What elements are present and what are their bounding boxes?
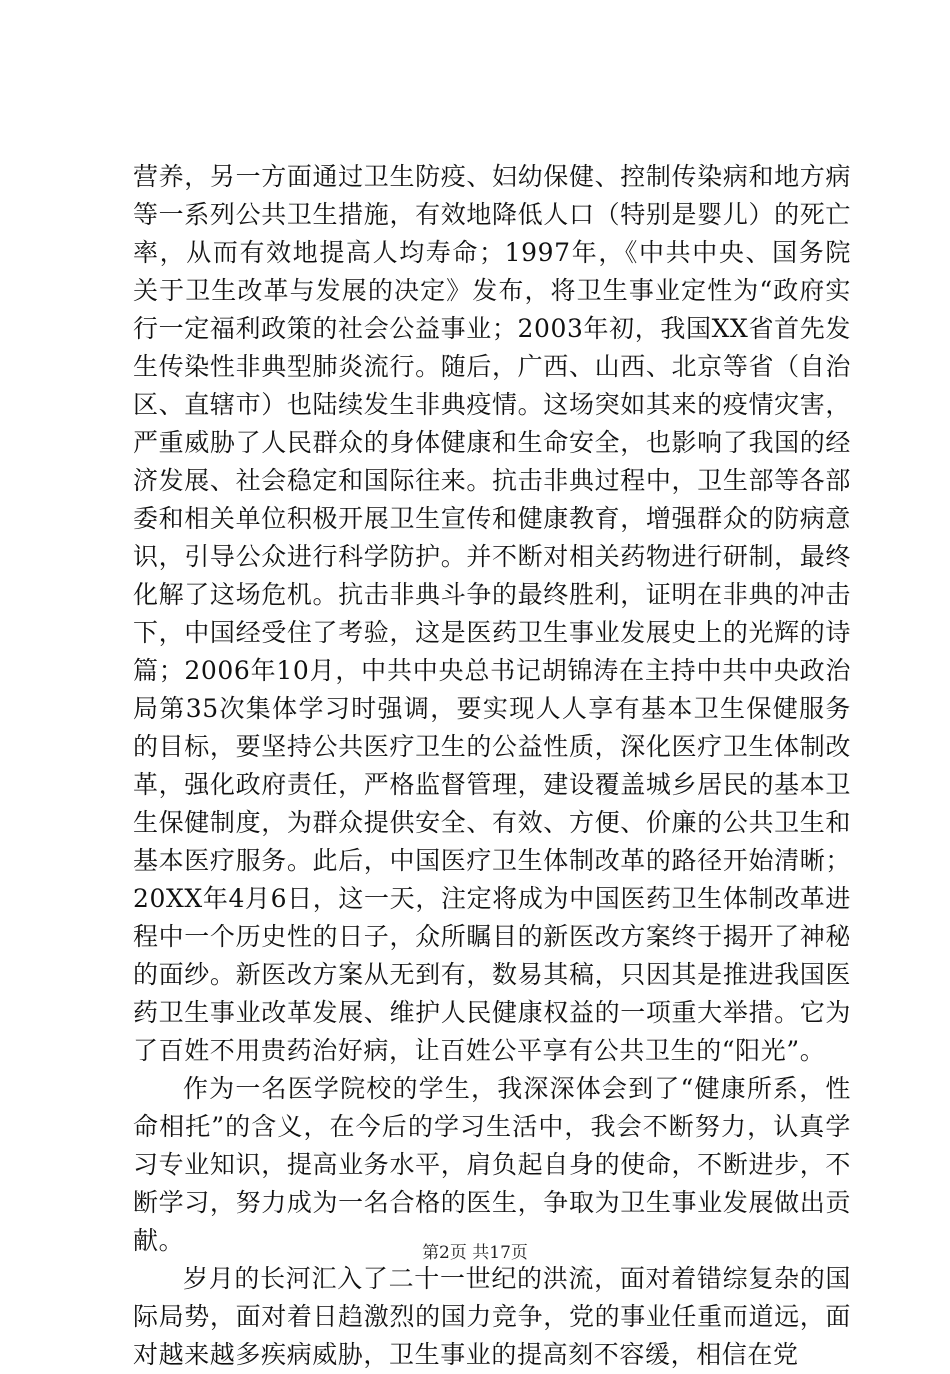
page-number-footer: 第2页 共17页	[422, 1243, 528, 1263]
document-body	[133, 158, 851, 1374]
paragraph-continuation: 营养，另一方面通过卫生防疫、妇幼保健、控制传染病和地方病等一系列公共卫生措施，有效地降低人口（特别是婴儿）的死亡率，从而有效地提高人均寿命；1997年，《中共中央、国务院关于卫生改革与发展的决定》发布，将卫生事业定性为“政府实行一定福利政策的社会公益事业；2003年初，我国XX省首先发生传染性非典型肺炎流行。随后，广西、山西、北京等省（自治区、直辖市）也陆续发生非典疫情。这场突如其来的疫情灾害，严重威胁了人民群众的身体健康和生命安全，也影响了我国的经济发展、社会稳定和国际往来。抗击非典过程中，卫生部等各部委和相关单位积极开展卫生宣传和健康教育，增强群众的防病意识，引导公众进行科学防护。并不断对相关药物进行研制，最终化解了这场危机。抗击非典斗争的最终胜利，证明在非典的冲击下，中国经受住了考验，这是医药卫生事业发展史上的光辉的诗篇；2006年10月，中共中央总书记胡锦涛在主持中共中央政治局第35次集体学习时强调，要实现人人享有基本卫生保健服务的目标，要坚持公共医疗卫生的公益性质，深化医疗卫生体制改革，强化政府责任，严格监督管理，建设覆盖城乡居民的基本卫生保健制度，为群众提供安全、有效、方便、价廉的公共卫生和基本医疗服务。此后，中国医疗卫生体制改革的路径开始清晰；20XX年4月6日，这一天，注定将成为中国医药卫生体制改革进程中一个历史性的日子，众所瞩目的新医改方案终于揭开了神秘的面纱。新医改方案从无到有，数易其稿，只因其是推进我国医药卫生事业改革发展、维护人民健康权益的一项重大举措。它为了百姓不用贵药治好病，让百姓公平享有公共卫生的“阳光”。	[133, 162, 851, 1065]
paragraph-student-reflection: 作为一名医学院校的学生，我深深体会到了“健康所系，性命相托”的含义，在今后的学习生活中，我会不断努力，认真学习专业知识，提高业务水平，肩负起自身的使命，不断进步，不断学习，努力成为一名合格的医生，争取为卫生事业发展做出贡献。	[133, 1074, 851, 1255]
paragraph-century-outlook: 岁月的长河汇入了二十一世纪的洪流，面对着错综复杂的国际局势，面对着日趋激烈的国力竞争，党的事业任重而道远，面对越来越多疾病威胁，卫生事业的提高刻不容缓，相信在党	[133, 1264, 851, 1369]
